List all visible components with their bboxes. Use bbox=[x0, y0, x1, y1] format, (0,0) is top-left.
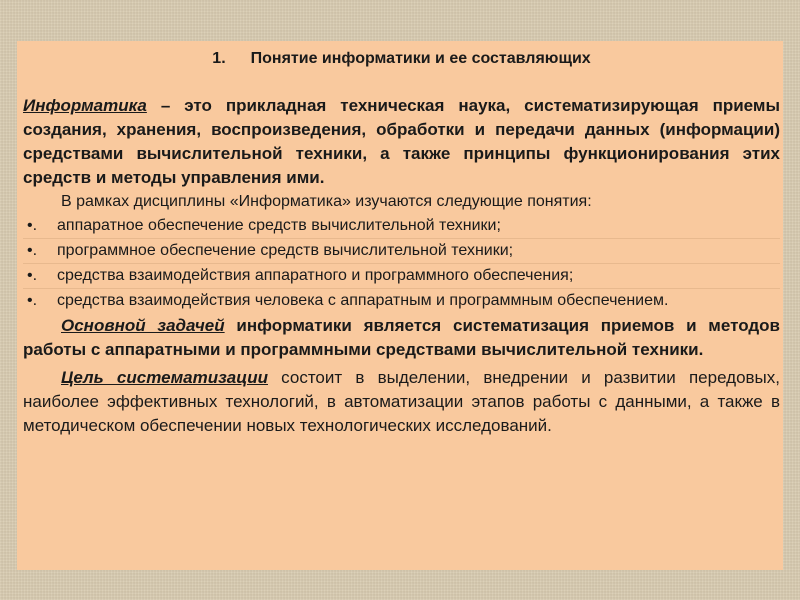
definition-paragraph bbox=[23, 94, 780, 190]
definition-term: Информатика bbox=[23, 96, 147, 115]
title-text: Понятие информатики и ее составляющих bbox=[250, 50, 591, 67]
content-panel bbox=[17, 41, 783, 570]
list-item bbox=[23, 264, 780, 289]
definition-text: – это прикладная техническая наука, систематизирующая приемы создания, хранения, воспроизведения, обработки и передачи данных (информации) средствами вычислительной техники, а также принципы функционирования этих средств и методы управления ими. bbox=[23, 96, 780, 187]
bullet-icon: •. bbox=[27, 267, 38, 284]
list-item bbox=[23, 239, 780, 264]
task-paragraph bbox=[23, 314, 780, 362]
bullet-icon: •. bbox=[27, 242, 38, 259]
bullet-icon: •. bbox=[27, 292, 38, 309]
intro-paragraph: В рамках дисциплины «Информатика» изучаются следующие понятия: bbox=[61, 193, 592, 210]
list-item-text: средства взаимодействия человека с аппаратным и программным обеспечением. bbox=[57, 292, 669, 309]
list-item-text: программное обеспечение средств вычислительной техники; bbox=[57, 242, 514, 259]
task-term: Основной задачей bbox=[61, 316, 225, 335]
bullet-icon: •. bbox=[27, 217, 38, 234]
goal-paragraph bbox=[23, 366, 780, 438]
task-text: информатики является систематизация приемов и методов работы с аппаратными и программными средствами вычислительной техники. bbox=[23, 316, 781, 359]
list-item bbox=[23, 214, 780, 239]
title-number: 1. bbox=[212, 50, 226, 67]
list-item-text: аппаратное обеспечение средств вычислительной техники; bbox=[57, 217, 501, 234]
goal-term: Цель систематизации bbox=[61, 368, 268, 387]
list-item bbox=[23, 289, 780, 313]
goal-text: состоит в выделении, внедрении и развитии передовых, наиболее эффективных технологий, в автоматизации этапов работы с данными, а также в методическом обеспечении новых технологических исследований. bbox=[23, 368, 780, 435]
slide-title bbox=[23, 49, 780, 69]
concepts-list bbox=[23, 214, 780, 313]
list-item-text: средства взаимодействия аппаратного и программного обеспечения; bbox=[57, 267, 574, 284]
